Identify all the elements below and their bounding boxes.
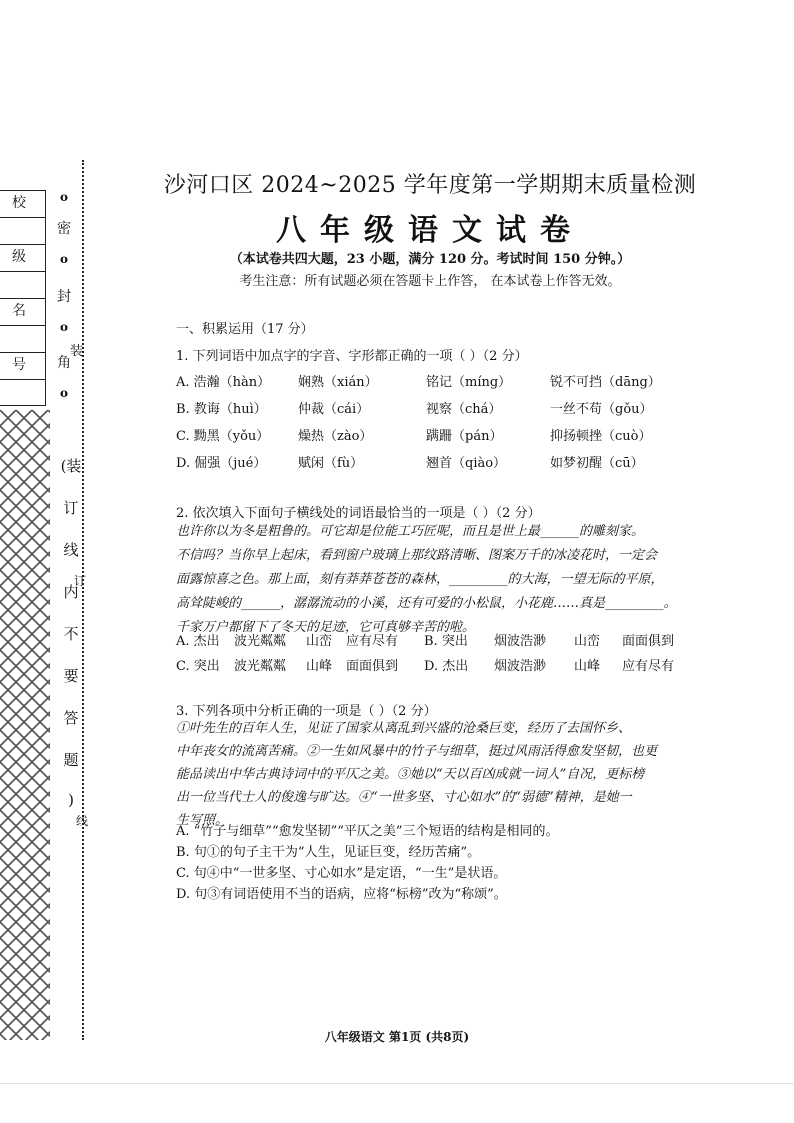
seal-char: 角 [57, 355, 71, 371]
q2-passage: 也许你以为冬是粗鲁的。可它却是位能工巧匠呢，而且是世上最______的雕刻家。 不信吗？当你早上起床，看到窗户玻璃上那纹路清晰、图案万千的冰凌花时，一定会 面露惊喜之色。那上面，刻有莽莽苍苍的森林，_________的大海，一望无际的平原， 高耸陡峻的______，潺潺流动的小溪，还有可爱的小松鼠，小花鹿……真是_________。 千家万户都留下了冬天的足迹，它可真够辛苦的啦。 [176, 524, 677, 635]
circle-mark: o [59, 252, 68, 266]
info-row-blank [0, 380, 45, 407]
exam-note: （本试卷共四大题，23 小题，满分 120 分。考试时间 150 分钟。） [229, 252, 631, 267]
q2-stem: 2. 依次填入下面句子横线处的词语最恰当的一项是（ ）（2 分） [176, 506, 541, 521]
page-footer: 八年级语文 第1页 (共8页) [324, 1030, 470, 1044]
info-row-school: 校 [0, 191, 45, 218]
exam-page: 校 级 名 号 o 密 o 封 o 角 o 装 (装 订 线 内 不 要 答 题 ) 订 线 沙河口区 2024~2025 学年度第一学期期末质量检测 八年级语文试卷 （本试卷共四大题，23 小题，满分 120 分。考试时间 150 分钟。） 考生注意：所有试题必须在答题卡上作答， 在本试卷上作答无效。 一、积累运用（17 分） 1. 下列词语中加点字的字音、字形都正确的一项（ ）（2 分） A. 浩瀚（hàn） 娴熟（xián） 铭记（míng） 锐不可挡（dāng） B. 教诲（huì） 仲裁（cái） 视察（chá） 一丝不苟（gǒu） C. 黝黑（yǒu） 燥热（zào） 蹒跚（pán） 抑扬顿挫（cuò） D. 倔强（jué） 赋闲（fù） 翘首（qiào） 如梦初醒（cū） 2. 依次填入下面句子横线处的词语最恰当的一项是（ ）（2 分） 也许你以为冬是粗鲁的。可它却是位能工巧匠呢，而且是世上最______的雕刻家。 不信吗？当你早上起床，看到窗户玻璃上那纹路清晰、图案万千的冰凌花时，一定会 面露惊喜之色。那上面，刻有莽莽苍苍的森林，_________的大海，一望无际的平原， 高耸陡峻的______，潺潺流动的小溪，还有可爱的小松鼠，小花鹿……真是_________。 千家万户都留下了冬天的足迹，它可真够辛苦的啦。 A. 杰出 波光粼粼 山峦 应有尽有 B. 突出 烟波浩渺 山峦 面面俱到 C. 突出 波光粼粼 山峰 面面俱到 D. 杰出 烟波浩渺 山峰 应有尽有 3. 下列各项中分析正确的一项是（ ）（2 分） ①叶先生的百年人生，见证了国家从离乱到兴盛的沧桑巨变，经历了去国怀乡、 中年丧女的流离苦痛。②一生如风暴中的竹子与细草，挺过风雨活得愈发坚韧，也更 能品读出中华古典诗词中的平仄之美。③她以“天以百凶成就一词人”自况，更标榜 出一位当代士人的俊逸与旷达。④“一世多坚、寸心如水”的“弱德”精神，是她一 生写照。 A. “竹子与细草”“愈发坚韧”“平仄之美”三个短语的结构是相同的。 B. 句①的句子主干为“人生，见证巨变，经历苦痛”。 C. 句④中“一世多坚、寸心如水”是定语，“一生”是状语。 D. 句③有词语使用不当的语病，应将“标榜”改为“称颂”。 八年级语文 第1页 (共8页) [0, 0, 794, 1123]
info-row-blank [0, 272, 45, 299]
info-row-blank [0, 218, 45, 245]
dotted-cut-line [82, 160, 84, 1040]
side-char: 线 [76, 814, 89, 828]
circle-mark: o [59, 386, 68, 400]
seal-char: 封 [57, 289, 71, 305]
seal-char: 密 [57, 221, 71, 237]
info-row-blank [0, 326, 45, 353]
info-row-class: 级 [0, 245, 45, 272]
exam-instruction: 考生注意：所有试题必须在答题卡上作答， 在本试卷上作答无效。 [239, 274, 621, 289]
zhuang-char: 装 [70, 344, 84, 359]
bottom-divider [0, 1083, 794, 1084]
student-info-box [0, 190, 46, 406]
side-char: 订 [74, 574, 87, 588]
info-row-name: 名 [0, 299, 45, 326]
exam-title: 沙河口区 2024~2025 学年度第一学期期末质量检测 [163, 173, 697, 198]
q3-stem: 3. 下列各项中分析正确的一项是（ ）（2 分） [176, 704, 437, 719]
q3-passage: ①叶先生的百年人生，见证了国家从离乱到兴盛的沧桑巨变，经历了去国怀乡、 中年丧女的流离苦痛。②一生如风暴中的竹子与细草，挺过风雨活得愈发坚韧，也更 能品读出中华古典诗词中的平仄之美。③她以“天以百凶成就一词人”自况，更标榜 出一位当代士人的俊逸与旷达。④“一世多坚、寸心如水”的“弱德”精神，是她一 生写照。 [176, 721, 658, 828]
section-heading: 一、积累运用（17 分） [176, 322, 314, 337]
exam-subject: 八年级语文试卷 [276, 213, 584, 248]
circle-mark: o [59, 190, 68, 204]
q1-stem: 1. 下列词语中加点字的字音、字形都正确的一项（ ）（2 分） [176, 349, 528, 364]
info-row-number: 号 [0, 353, 45, 380]
circle-mark: o [59, 320, 68, 334]
hatch-pattern [0, 410, 50, 1040]
